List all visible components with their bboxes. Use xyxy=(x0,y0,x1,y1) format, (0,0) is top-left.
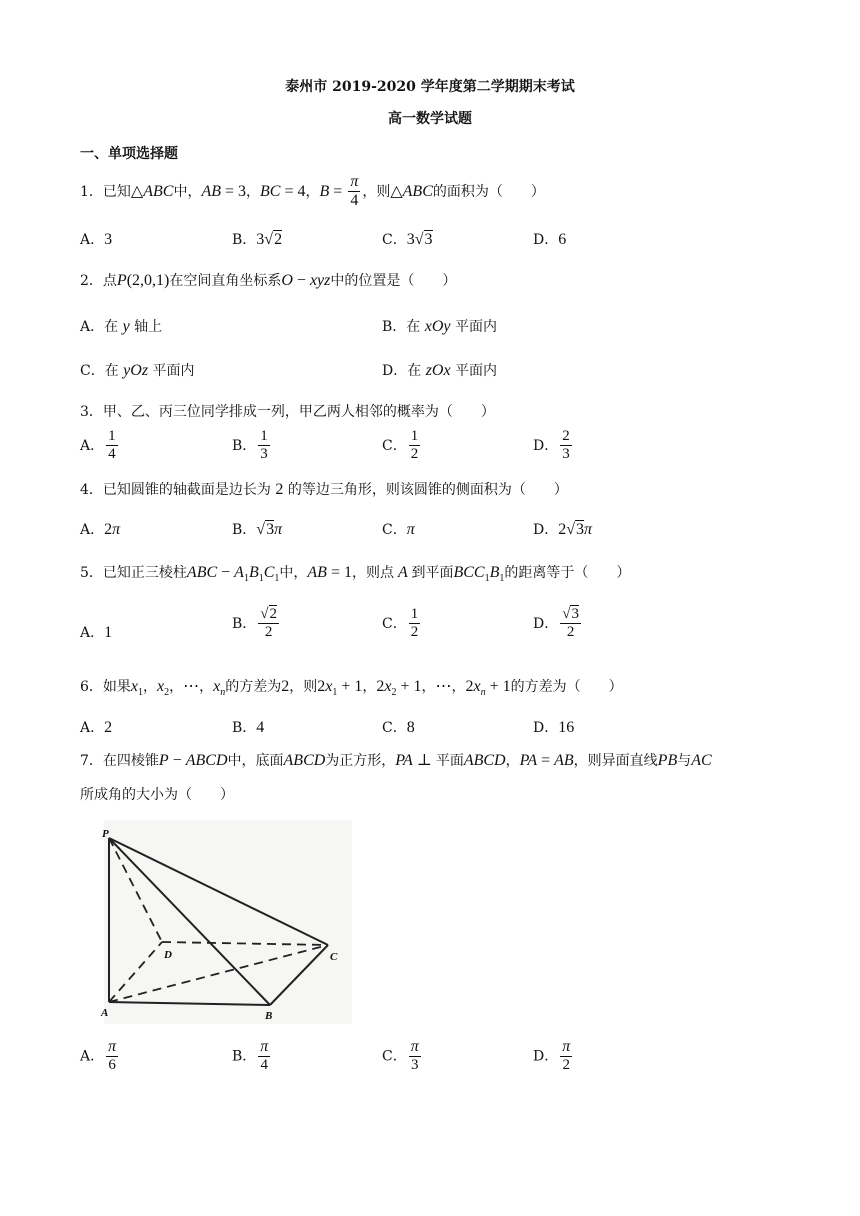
section-heading: 一、单项选择题 xyxy=(80,146,178,162)
q3-option-b[interactable]: B． $\frac{1}{3}$ xyxy=(232,428,268,463)
label-c: C xyxy=(330,951,338,963)
label-p: P xyxy=(102,828,109,840)
q3-option-a[interactable]: A． $\frac{1}{4}$ xyxy=(80,428,116,463)
q4-option-c[interactable]: C．π xyxy=(382,521,415,538)
q5-option-d[interactable]: D． $\frac{√3}{2}$ xyxy=(533,606,579,641)
q5-option-c[interactable]: C． $\frac{1}{2}$ xyxy=(382,606,419,641)
q6-option-a[interactable]: A．2 xyxy=(80,719,113,736)
q1-option-d[interactable]: D．6 xyxy=(533,231,567,248)
edge-ab xyxy=(109,1002,270,1005)
question-7: 7．在四棱锥P − ABCD中，底面ABCD为正方形，PA ⊥ 平面ABCD，PA = AB，则异面直线PB与AC xyxy=(80,752,712,769)
q2-option-c[interactable]: C．在 yOz 平面内 xyxy=(80,362,195,379)
q7-option-c[interactable]: C． $\frac{\pi}{3}$ xyxy=(382,1038,419,1074)
question-7-line2: 所成角的大小为（ ） xyxy=(80,787,234,803)
q5-option-a[interactable]: A．1 xyxy=(80,624,113,641)
edge-bc xyxy=(270,945,328,1005)
q7-option-b[interactable]: B． $\frac{\pi}{4}$ xyxy=(232,1038,269,1074)
q6-option-b[interactable]: B．4 xyxy=(232,719,265,736)
label-d: D xyxy=(164,949,172,961)
exam-title: 泰州市 2019-2020 学年度第二学期期末考试 xyxy=(285,79,575,95)
q6-option-d[interactable]: D．16 xyxy=(533,719,575,736)
q2-option-d[interactable]: D．在 zOx 平面内 xyxy=(382,362,498,379)
edge-pb xyxy=(109,838,270,1005)
q4-option-d[interactable]: D．2√3π xyxy=(533,521,593,538)
q1-option-a[interactable]: A．3 xyxy=(80,231,113,248)
pyramid-figure xyxy=(101,820,352,1024)
q3-option-c[interactable]: C． $\frac{1}{2}$ xyxy=(382,428,419,463)
label-b: B xyxy=(265,1010,273,1022)
edge-ad xyxy=(109,942,162,1002)
q1-option-c[interactable]: C．3√3 xyxy=(382,231,433,248)
edge-pd xyxy=(109,838,162,942)
edge-ac xyxy=(109,945,328,1002)
question-1: 1．已知△ABC中，AB = 3，BC = 4，B = $\frac{\pi}{4}$ ，则△ABC的面积为（ ） xyxy=(80,173,545,210)
question-2: 2．点P(2,0,1)在空间直角坐标系O − xyz中的位置是（ ） xyxy=(80,272,457,289)
label-a: A xyxy=(101,1007,109,1019)
exam-subtitle: 高一数学试题 xyxy=(388,111,472,127)
question-3: 3．甲、乙、丙三位同学排成一列，甲乙两人相邻的概率为（ ） xyxy=(80,404,495,420)
q7-option-d[interactable]: D． $\frac{\pi}{2}$ xyxy=(533,1038,571,1074)
q1-option-b[interactable]: B．3√2 xyxy=(232,231,283,248)
q2-option-a[interactable]: A．在 y 轴上 xyxy=(80,318,163,335)
edge-dc xyxy=(162,942,328,945)
question-5: 5．已知正三棱柱ABC − $A_1B_1C_1$中，AB = 1，则点 A 到平面$BCC_1B_1$的距离等于（ ） xyxy=(80,564,631,584)
q4-option-b[interactable]: B．√3π xyxy=(232,521,283,538)
q5-option-b[interactable]: B． $\frac{√2}{2}$ xyxy=(232,606,278,641)
question-6: 6．如果$x_1$，$x_2$，⋯，$x_n$的方差为2，则$2x_1 + 1$，$2x_2 + 1$，⋯，$2x_n + 1$的方差为（ ） xyxy=(80,678,623,699)
q4-option-a[interactable]: A．2π xyxy=(80,521,121,538)
question-4: 4．已知圆锥的轴截面是边长为 2 的等边三角形，则该圆锥的侧面积为（ ） xyxy=(80,481,568,498)
q2-option-b[interactable]: B．在 xOy 平面内 xyxy=(382,318,497,335)
q3-option-d[interactable]: D． $\frac{2}{3}$ xyxy=(533,428,570,463)
q6-option-c[interactable]: C．8 xyxy=(382,719,415,736)
edge-pc xyxy=(109,838,328,945)
pyramid-diagram xyxy=(101,820,352,1024)
q7-option-a[interactable]: A． $\frac{\pi}{6}$ xyxy=(80,1038,117,1074)
